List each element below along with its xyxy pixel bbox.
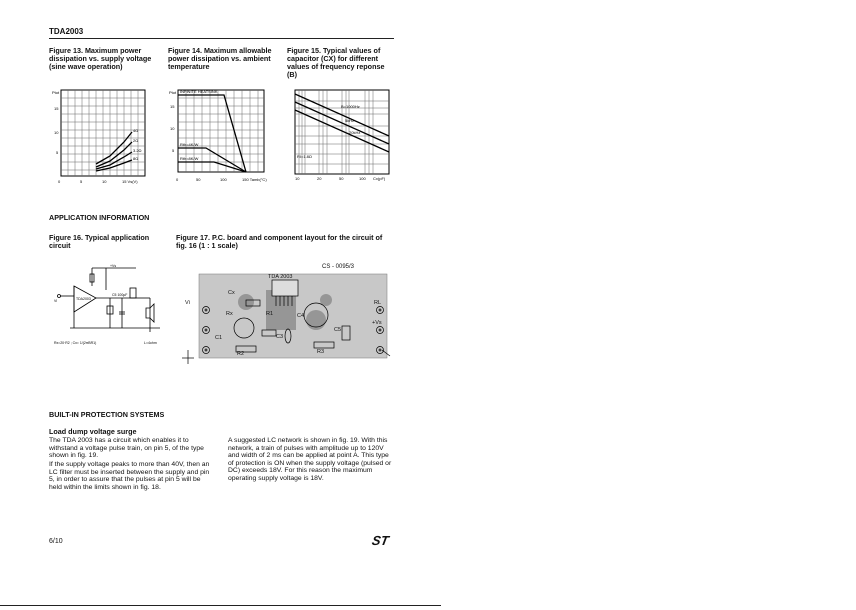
- svg-text:+Vs: +Vs: [110, 264, 117, 268]
- fig14-caption: Figure 14. Maximum allowable power dissipation vs. ambient temperature: [168, 46, 272, 71]
- fig16-circuit: [50, 262, 170, 350]
- svg-text:5: 5: [80, 179, 83, 184]
- svg-text:3.2Ω: 3.2Ω: [133, 148, 142, 153]
- pcb-label-c5: C5: [334, 327, 342, 333]
- svg-text:150 Tamb(°C): 150 Tamb(°C): [242, 177, 267, 182]
- svg-text:10: 10: [295, 176, 300, 181]
- svg-text:Rx≈20·R2 ; Cx≈ 1/(2πBR1): Rx≈20·R2 ; Cx≈ 1/(2πBR1): [54, 341, 97, 345]
- pcb-label-r3: R3: [317, 349, 325, 355]
- pcb-label-rx: Rx: [226, 311, 233, 317]
- svg-text:0: 0: [58, 179, 61, 184]
- svg-text:10: 10: [170, 126, 175, 131]
- svg-text:5kHz: 5kHz: [345, 118, 355, 123]
- subsection-load-dump: Load dump voltage surge: [49, 427, 137, 436]
- svg-text:15: 15: [54, 106, 59, 111]
- header-rule: [49, 38, 394, 39]
- svg-text:B=1000Hz: B=1000Hz: [341, 104, 360, 109]
- svg-text:8Ω: 8Ω: [133, 156, 139, 161]
- svg-text:RI=1.8Ω: RI=1.8Ω: [297, 154, 312, 159]
- st-logo: ST: [370, 533, 390, 548]
- fig13-graph: [50, 86, 160, 188]
- svg-text:4Ω: 4Ω: [133, 128, 139, 133]
- pcb-label-vi: Vi: [185, 300, 190, 306]
- pcb-label-c4: C4: [297, 313, 305, 319]
- fig15-caption: Figure 15. Typical values of capacitor (CX) for different values of frequency reponse (B): [287, 46, 385, 79]
- pcb-label-r1: R1: [266, 311, 274, 317]
- body-left-p2: If the supply voltage peaks to more than 40V, then an LC filter must be inserted between the supply and pin 5, in order to assure that the pulses at pin 5 will be held within the limits shown in fig. 18.: [49, 461, 210, 491]
- section-application-information: APPLICATION INFORMATION: [49, 213, 150, 222]
- pcb-chip-label: TDA 2003: [268, 274, 293, 280]
- page-number: 6/10: [49, 538, 63, 545]
- svg-text:10: 10: [54, 130, 59, 135]
- bottom-rule: [0, 605, 441, 606]
- svg-text:Cx(pF): Cx(pF): [373, 176, 386, 181]
- svg-text:15 Vs(V): 15 Vs(V): [122, 179, 138, 184]
- svg-text:L=4ohm: L=4ohm: [144, 341, 157, 345]
- svg-text:10: 10: [102, 179, 107, 184]
- svg-text:Rth=4K/W: Rth=4K/W: [180, 142, 199, 147]
- svg-text:TDA2003: TDA2003: [76, 297, 91, 301]
- svg-text:100: 100: [359, 176, 366, 181]
- pcb-ref: CS - 0095/3: [322, 264, 355, 270]
- body-right-p1: A suggested LC network is shown in fig. 19. With this network, a train of pulses with amplitude up to 120V and width of 2 ms can be applied at point A. This type of protection is ON when the supply voltage (pulsed or DC) exceeds 18V. For this reason the maximum operating supply voltage is 18V.: [228, 437, 392, 482]
- svg-text:Ptot: Ptot: [169, 90, 177, 95]
- section-built-in-protection: BUILT-IN PROTECTION SYSTEMS: [49, 410, 165, 419]
- document-header-title: TDA2003: [49, 27, 84, 36]
- fig16-caption: Figure 16. Typical application circuit: [49, 233, 150, 250]
- svg-text:50: 50: [196, 177, 201, 182]
- fig17-pcb: [176, 270, 394, 366]
- pcb-label-rl: RL: [374, 300, 382, 306]
- svg-text:Vi: Vi: [54, 299, 58, 303]
- fig13-caption: Figure 13. Maximum power dissipation vs. supply voltage (sine wave operation): [49, 46, 152, 71]
- svg-text:2Ω: 2Ω: [133, 138, 139, 143]
- svg-text:15: 15: [170, 104, 175, 109]
- svg-text:Rth=8K/W: Rth=8K/W: [180, 156, 199, 161]
- svg-text:20: 20: [317, 176, 322, 181]
- svg-text:20kHz: 20kHz: [349, 130, 361, 135]
- svg-text:50: 50: [339, 176, 344, 181]
- svg-text:5: 5: [56, 150, 59, 155]
- fig17-caption: Figure 17. P.C. board and component layout for the circuit of fig. 16 (1 : 1 scale): [176, 233, 383, 250]
- svg-text:INFINITE HEATSINK: INFINITE HEATSINK: [180, 89, 218, 94]
- fig15-graph: [287, 86, 399, 182]
- body-left-p1: The TDA 2003 has a circuit which enables it to withstand a voltage pulse train, on pin 5, of the type shown in fig. 19.: [49, 437, 204, 460]
- svg-text:Ptot: Ptot: [52, 90, 60, 95]
- svg-text:5: 5: [172, 148, 175, 153]
- pcb-label-r2: R2: [237, 351, 245, 357]
- pcb-label-c1: C1: [215, 335, 223, 341]
- fig14-graph: [168, 86, 280, 188]
- svg-text:100: 100: [220, 177, 227, 182]
- pcb-label-vs: +Vs: [372, 320, 382, 326]
- svg-text:0: 0: [176, 177, 179, 182]
- svg-text:C5 100µF: C5 100µF: [112, 293, 128, 297]
- pcb-label-cx: Cx: [228, 290, 235, 296]
- pcb-label-c3: C3: [276, 334, 284, 340]
